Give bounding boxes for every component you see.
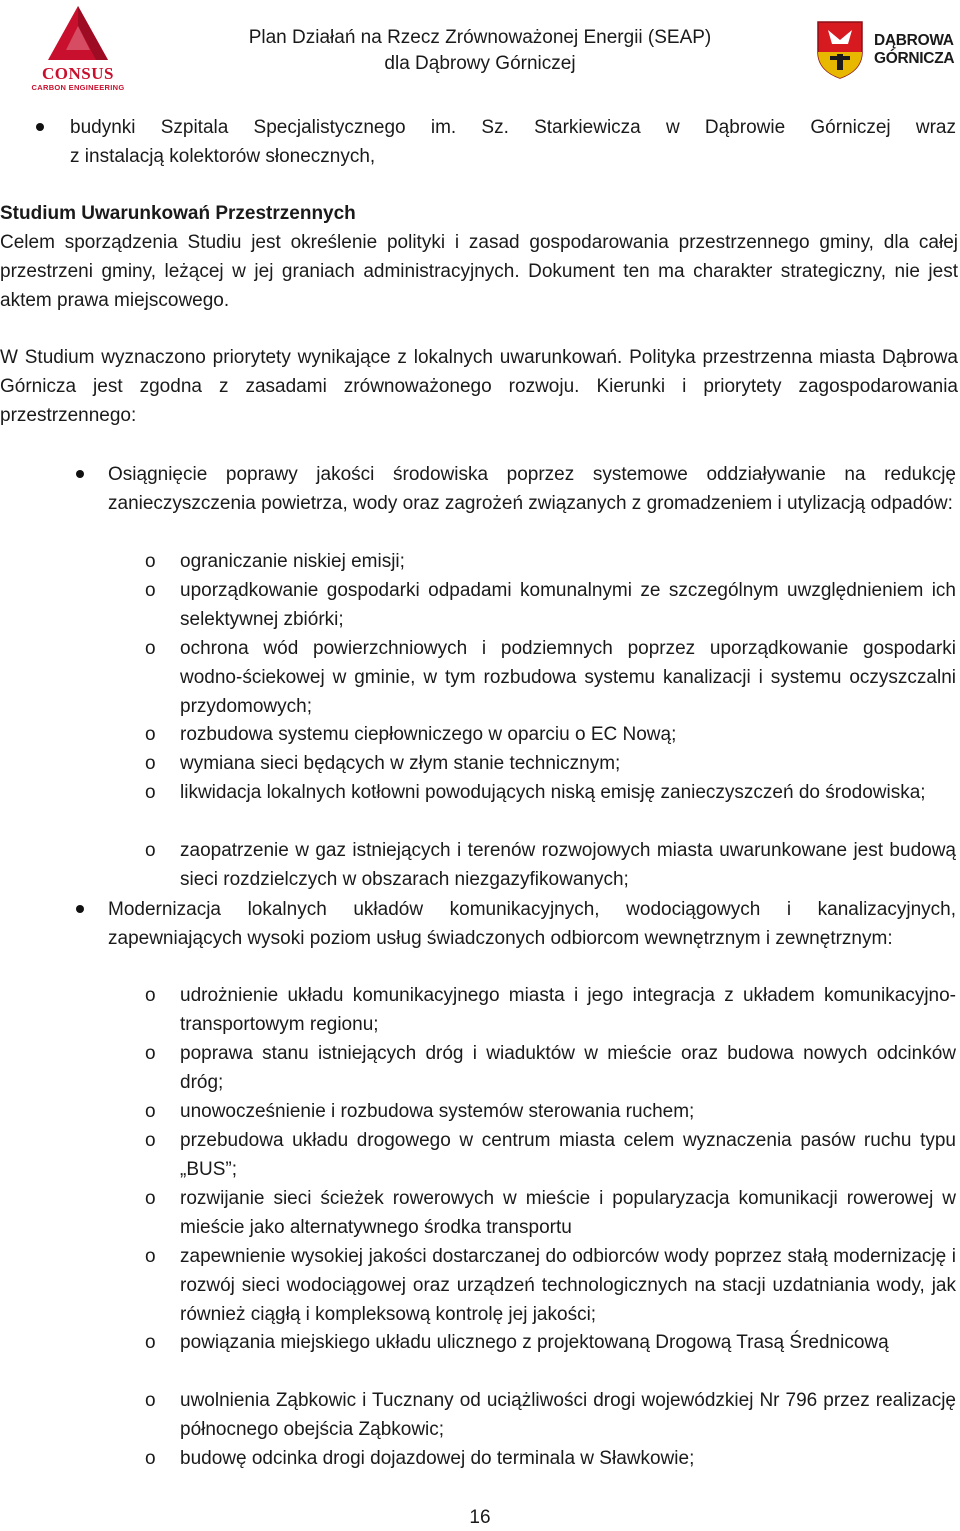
section-heading: Studium Uwarunkowań Przestrzennych <box>0 203 356 224</box>
sub-list-item-text: powiązania miejskiego układu ulicznego z projektowaną Drogową Trasą Średnicową <box>180 1332 889 1353</box>
coat-of-arms-icon <box>812 18 868 80</box>
sub-bullet-marker: o <box>145 724 156 745</box>
sub-bullet-marker: o <box>145 1246 156 1267</box>
wordmark-line2: GÓRNICZA <box>874 50 955 67</box>
section-paragraph: Celem sporządzenia Studiu jest określenie polityki i zasad gospodarowania przestrzennego gminy, dla całej przestrzeni gminy, leżącej w jej graniach administracyjnych. Dokument ten ma charakter strategiczny, nie jest aktem prawa miejscowego. <box>0 232 958 311</box>
consus-logo <box>22 4 134 92</box>
sub-bullet-marker: o <box>145 1130 156 1151</box>
sub-bullet-marker: o <box>145 1332 156 1353</box>
list-item-line: budynki Szpitala Specjalistycznego im. Sz. Starkiewicza w Dąbrowie Górniczej wraz <box>70 117 956 138</box>
sub-bullet-marker: o <box>145 1188 156 1209</box>
sub-list-item-text: rozwijanie sieci ścieżek rowerowych w mieście i popularyzacja komunikacji rowerowej w mieście jako alternatywnego środka transportu <box>180 1188 956 1238</box>
bullet-icon <box>76 470 84 478</box>
dabrowa-gornicza-logo <box>812 18 955 80</box>
sub-list-item-text: zaopatrzenie w gaz istniejących i terenów rozwojowych miasta uwarunkowane jest budową sieci rozdzielczych w obszarach niezgazyfikowanych; <box>180 840 956 890</box>
bullet-icon <box>76 905 84 913</box>
sub-list-item-text: uwolnienia Ząbkowic i Tucznany od uciążliwości drogi wojewódzkiej Nr 796 przez realizację północnego obejścia Ząbkowic; <box>180 1390 956 1440</box>
section-paragraph: W Studium wyznaczono priorytety wynikające z lokalnych uwarunkowań. Polityka przestrzenna miasta Dąbrowa Górnicza jest zgodna z zasadami zrównoważonego rozwoju. Kierunki i priorytety zagospodarowania przestrzennego: <box>0 347 958 426</box>
sub-bullet-marker: o <box>145 1448 156 1469</box>
sub-bullet-marker: o <box>145 551 156 572</box>
wordmark-line1: DĄBROWA <box>874 32 954 49</box>
sub-bullet-marker: o <box>145 1043 156 1064</box>
sub-bullet-marker: o <box>145 1101 156 1122</box>
sub-list-item-text: rozbudowa systemu ciepłowniczego w oparciu o EC Nową; <box>180 724 677 745</box>
sub-list-item-text: ochrona wód powierzchniowych i podziemnych poprzez uporządkowanie gospodarki wodno-ściekowej w gminie, w tym rozbudowa systemu kanalizacji i systemu oczyszczalni przydomowych; <box>180 638 956 717</box>
sub-list-item-text: poprawa stanu istniejących dróg i wiaduktów w mieście oraz budowa nowych odcinków dróg; <box>180 1043 956 1093</box>
header-title <box>200 25 760 77</box>
sub-list-item-text: udrożnienie układu komunikacyjnego miasta i jego integracja z układem komunikacyjno-transportowym regionu; <box>180 985 956 1035</box>
page-number: 16 <box>469 1507 491 1528</box>
bullet-icon <box>36 123 44 131</box>
consus-logo-name: CONSUS <box>42 64 114 83</box>
header-title-line2: dla Dąbrowy Górniczej <box>384 53 576 74</box>
list-item-text: Osiągnięcie poprawy jakości środowiska poprzez systemowe oddziaływanie na redukcję zanieczyszczenia powietrza, wody oraz zagrożeń związanych z gromadzeniem i utylizacją odpadów: <box>108 464 956 514</box>
sub-bullet-marker: o <box>145 840 156 861</box>
sub-bullet-marker: o <box>145 1390 156 1411</box>
sub-bullet-marker: o <box>145 985 156 1006</box>
sub-list-item-text: budowę odcinka drogi dojazdowej do terminala w Sławkowie; <box>180 1448 695 1469</box>
header-title-line1: Plan Działań na Rzecz Zrównoważonej Energii (SEAP) <box>248 27 712 48</box>
sub-list-item-text: przebudowa układu drogowego w centrum miasta celem wyznaczenia pasów ruchu typu „BUS”; <box>180 1130 956 1180</box>
sub-bullet-marker: o <box>145 753 156 774</box>
sub-bullet-marker: o <box>145 782 156 803</box>
list-item-text <box>70 113 956 171</box>
page-header <box>0 0 960 96</box>
sub-list-item-text: wymiana sieci będących w złym stanie technicznym; <box>180 753 621 774</box>
sub-bullet-marker: o <box>145 638 156 659</box>
sub-list-item-text: unowocześnienie i rozbudowa systemów sterowania ruchem; <box>180 1101 695 1122</box>
sub-list-item-text: zapewnienie wysokiej jakości dostarczanej do odbiorców wody poprzez stałą modernizację i rozwój sieci wodociągowej oraz urządzeń technologicznych na stacji uzdatniania wody, jak również ciągłą i kompleksową kontrolę jej jakości; <box>180 1246 956 1325</box>
sub-list-item-text: uporządkowanie gospodarki odpadami komunalnymi ze szczególnym uwzględnieniem ich selektywnej zbiórki; <box>180 580 956 630</box>
list-item-text: Modernizacja lokalnych układów komunikacyjnych, wodociągowych i kanalizacyjnych, zapewniających wysoki poziom usług świadczonych odbiorcom wewnętrznym i zewnętrznym: <box>108 899 956 949</box>
list-item-line: z instalacją kolektorów słonecznych, <box>70 146 376 167</box>
sub-list-item-text: ograniczanie niskiej emisji; <box>180 551 405 572</box>
consus-logo-subtitle: CARBON ENGINEERING <box>31 83 125 92</box>
sub-list-item-text: likwidacja lokalnych kotłowni powodujących niską emisję zanieczyszczeń do środowiska; <box>180 782 926 803</box>
sub-bullet-marker: o <box>145 580 156 601</box>
consus-triangle-icon <box>22 4 134 66</box>
dabrowa-gornicza-wordmark <box>874 32 954 68</box>
